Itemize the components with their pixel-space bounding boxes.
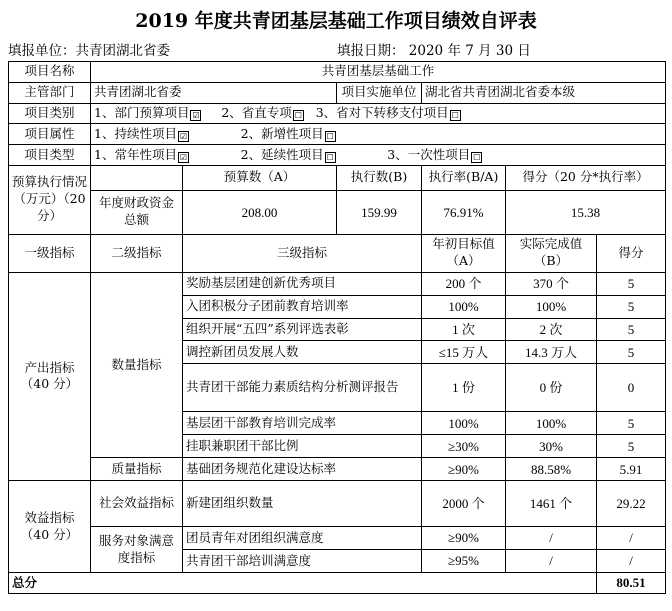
- indicator-name: 团员青年对团组织满意度: [183, 527, 422, 550]
- category-option-1: 1、部门预算项目: [94, 104, 190, 120]
- actual-value: /: [506, 527, 597, 550]
- satisfaction-label: 服务对象满意度指标: [91, 527, 183, 573]
- level1-header: 一级指标: [9, 234, 91, 272]
- checkbox-icon[interactable]: ☐: [294, 110, 302, 120]
- target-value: ≥90%: [422, 527, 506, 550]
- actual-value: 1461 个: [506, 481, 597, 527]
- type-row: [9, 145, 666, 166]
- evaluation-table: [8, 61, 666, 594]
- checkbox-icon[interactable]: ☐: [473, 152, 481, 162]
- actual-value: 100%: [506, 412, 597, 435]
- target-header: 年初目标值（A）: [422, 234, 506, 272]
- score-value: 5: [597, 435, 666, 458]
- score-value: 5.91: [597, 458, 666, 481]
- indicator-name: 共青团干部培训满意度: [183, 550, 422, 573]
- actual-value: 14.3 万人: [506, 341, 597, 364]
- category-options: [91, 103, 666, 124]
- score-value: /: [597, 550, 666, 573]
- budget-header-row: [9, 165, 666, 190]
- budget-value-row: [9, 190, 666, 234]
- attribute-option-1: 1、持续性项目: [94, 125, 177, 141]
- budget-col-score: 得分（20 分*执行率）: [506, 165, 666, 190]
- social-label: 社会效益指标: [91, 481, 183, 527]
- level3-header: 三级指标: [183, 234, 422, 272]
- quality-label: 质量指标: [91, 458, 183, 481]
- score-value: 0: [597, 364, 666, 412]
- score-header: 得分: [597, 234, 666, 272]
- indicator-name: 基础团务规范化建设达标率: [183, 458, 422, 481]
- dept-value: 共青团湖北省委: [91, 82, 337, 103]
- indicator-name: 基层团干部教育培训完成率: [183, 412, 422, 435]
- rate-value: 76.91%: [422, 190, 506, 234]
- type-label: 项目类型: [9, 145, 91, 166]
- budget-score-value: 15.38: [506, 190, 666, 234]
- indicator-name: 新建团组织数量: [183, 481, 422, 527]
- target-value: 100%: [422, 295, 506, 318]
- target-value: 200 个: [422, 272, 506, 295]
- type-option-3: 3、一次性项目: [387, 146, 471, 162]
- category-option-3: 3、省对下转移支付项目: [315, 104, 449, 120]
- table-row: [9, 458, 666, 481]
- attribute-label: 项目属性: [9, 124, 91, 145]
- page-title: 2019 年度共青团基层基础工作项目绩效自评表: [135, 10, 537, 32]
- actual-value: 30%: [506, 435, 597, 458]
- target-value: 1 次: [422, 318, 506, 341]
- dept-label: 主管部门: [9, 82, 91, 103]
- budget-value: 208.00: [183, 190, 337, 234]
- impl-unit-label: 项目实施单位: [337, 82, 422, 103]
- category-label: 项目类别: [9, 103, 91, 124]
- project-name-label: 项目名称: [9, 62, 91, 83]
- actual-value: 2 次: [506, 318, 597, 341]
- type-option-1: 1、常年性项目: [94, 146, 177, 162]
- actual-value: 88.58%: [506, 458, 597, 481]
- checkbox-checked-icon[interactable]: ☑: [179, 152, 188, 162]
- actual-value: /: [506, 550, 597, 573]
- table-row: [9, 272, 666, 295]
- project-name-row: [9, 62, 666, 83]
- attribute-option-2: 2、新增性项目: [240, 125, 324, 141]
- checkbox-icon[interactable]: ☐: [451, 110, 459, 120]
- total-row: [9, 573, 666, 594]
- score-value: 5: [597, 272, 666, 295]
- target-value: ≤15 万人: [422, 341, 506, 364]
- type-options: [91, 145, 666, 166]
- indicator-name: 挂职兼职团干部比例: [183, 435, 422, 458]
- level2-header: 二级指标: [91, 234, 183, 272]
- indicator-name: 组织开展“五四”系列评选表彰: [183, 318, 422, 341]
- type-option-2: 2、延续性项目: [240, 146, 324, 162]
- budget-blank: [91, 165, 183, 190]
- category-option-2: 2、省直专项: [221, 104, 292, 120]
- exec-value: 159.99: [337, 190, 422, 234]
- impl-unit-value: 湖北省共青团湖北省委本级: [422, 82, 666, 103]
- effect-label: 效益指标（40 分）: [9, 481, 91, 573]
- target-value: 100%: [422, 412, 506, 435]
- actual-value: 0 份: [506, 364, 597, 412]
- actual-value: 370 个: [506, 272, 597, 295]
- total-label: 总分: [9, 573, 597, 594]
- score-value: 5: [597, 318, 666, 341]
- budget-col-rate: 执行率(B/A): [422, 165, 506, 190]
- score-value: 5: [597, 412, 666, 435]
- budget-label: 预算执行情况（万元）（20 分）: [9, 165, 91, 234]
- budget-row-label: 年度财政资金总额: [91, 190, 183, 234]
- fill-date: 填报日期： 2020 年 7 月 30 日: [337, 43, 531, 59]
- target-value: 2000 个: [422, 481, 506, 527]
- target-value: ≥95%: [422, 550, 506, 573]
- score-value: /: [597, 527, 666, 550]
- actual-value: 100%: [506, 295, 597, 318]
- indicator-name: 调控新团员发展人数: [183, 341, 422, 364]
- total-value: 80.51: [597, 573, 666, 594]
- output-label: 产出指标（40 分）: [9, 272, 91, 481]
- project-name-value: 共青团基层基础工作: [91, 62, 666, 83]
- attribute-row: [9, 124, 666, 145]
- score-value: 5: [597, 295, 666, 318]
- target-value: ≥90%: [422, 458, 506, 481]
- indicator-name: 共青团干部能力素质结构分析测评报告: [183, 364, 422, 412]
- filler-unit: 填报单位：共青团湖北省委: [8, 43, 170, 59]
- quantity-label: 数量指标: [91, 272, 183, 458]
- dept-row: [9, 82, 666, 103]
- checkbox-icon[interactable]: ☐: [326, 131, 334, 141]
- target-value: 1 份: [422, 364, 506, 412]
- indicator-name: 入团积极分子团前教育培训率: [183, 295, 422, 318]
- table-row: [9, 481, 666, 527]
- checkbox-icon[interactable]: ☐: [326, 152, 334, 162]
- score-value: 5: [597, 341, 666, 364]
- checkbox-checked-icon[interactable]: ☑: [192, 110, 200, 120]
- checkbox-checked-icon[interactable]: ☑: [179, 131, 188, 141]
- score-value: 29.22: [597, 481, 666, 527]
- budget-col-budget: 预算数（A）: [183, 165, 337, 190]
- attribute-options: [91, 124, 666, 145]
- budget-col-exec: 执行数(B): [337, 165, 422, 190]
- indicator-name: 奖励基层团建创新优秀项目: [183, 272, 422, 295]
- category-row: [9, 103, 666, 124]
- indicator-header-row: [9, 234, 666, 272]
- table-row: [9, 527, 666, 550]
- target-value: ≥30%: [422, 435, 506, 458]
- actual-header: 实际完成值（B）: [506, 234, 597, 272]
